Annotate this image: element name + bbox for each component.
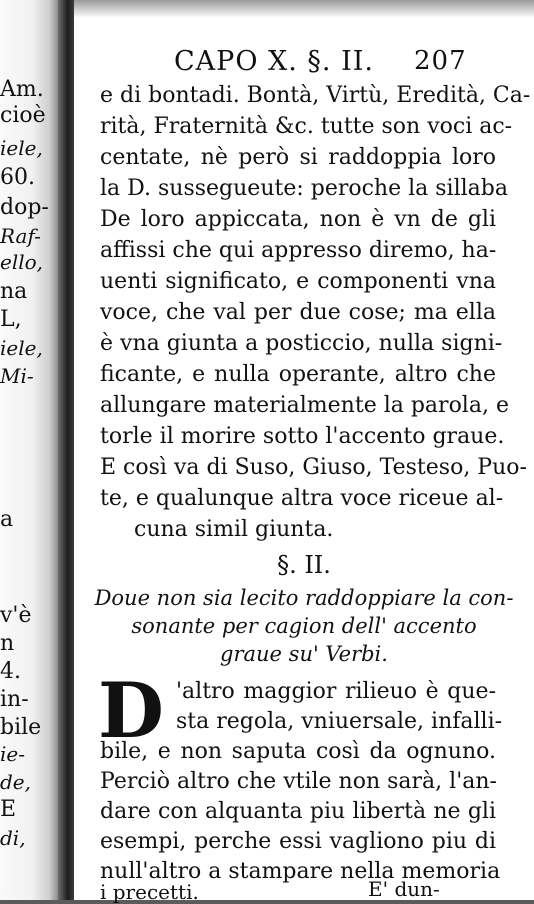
text-line: 'altro maggior rilieuo è que- [176,679,496,704]
left-page-margin [0,0,58,900]
left-margin-line: a [0,508,14,532]
text-line: la D. sussegueute: peroche la sillaba [100,176,508,201]
drop-cap: D [98,666,164,755]
page-edge-shadow [74,0,534,18]
book-gutter [58,0,74,900]
left-margin-line: 60. [0,166,35,190]
text-line: i precetti. [100,880,199,904]
text-line: dare con alquanta piu libertà ne gli [100,799,496,824]
page-number: 207 [414,46,467,76]
text-line: esempi, perche essi vagliono piu di [100,829,496,854]
text-line: uenti significato, e componenti vna [100,269,496,294]
left-margin-line: di, [0,826,26,850]
rubric-line: sonante per cagion dell' accento [131,614,477,638]
left-margin-line: Mi- [0,364,34,388]
left-margin-line: 4. [0,660,21,684]
text-line: voce, che val per due cose; ma ella [100,300,496,325]
left-margin-line: Raf- [0,224,41,248]
section-mark: §. II. [277,551,331,579]
left-margin-line: de, [0,770,31,794]
rubric-line: graue su' Verbi. [220,642,388,666]
left-margin-line: Am. [0,78,44,102]
left-margin-line: ello, [0,250,44,274]
text-line: allungare materialmente la parola, e [100,393,509,418]
text-line: e di bontadi. Bontà, Virtù, Eredità, Ca- [100,83,531,108]
text-line: te, e qualunque altra voce riceue al- [100,486,504,511]
text-line: E così va di Suso, Giuso, Testeso, Puo- [100,455,527,480]
left-margin-line: bile [0,716,42,740]
left-margin-line: v'è [0,604,32,628]
text-line: ficante, e nulla operante, altro che [100,362,496,387]
chapter-heading: CAPO X. §. II. [174,46,375,77]
text-line: è vna giunta a posticcio, nulla signi- [100,331,503,356]
text-line: Perciò altro che vtile non sarà, l'an- [100,769,497,794]
text-line: affissi che qui appresso diremo, ha- [100,238,497,263]
text-line: torle il morire sotto l'accento graue. [100,424,505,449]
left-margin-line: in- [0,688,29,712]
left-margin-line: n [0,632,15,656]
text-line: centate, nè però si raddoppia loro [100,145,496,170]
left-margin-line: na [0,280,28,304]
left-margin-line: E [0,798,17,822]
text-line: bile, e non saputa così da ognuno. [100,739,496,764]
catchword: E' dun- [368,877,440,901]
left-margin-line: L, [0,308,22,332]
page-207 [74,0,534,904]
left-margin-line: iele, [0,336,43,360]
text-line: sta regola, vniuersale, infalli- [176,709,503,734]
text-line: cuna simil giunta. [134,517,334,542]
text-line: De loro appiccata, non è vn de gli [100,207,496,232]
left-margin-line: dop- [0,196,49,220]
rubric-line: Doue non sia lecito raddoppiare la con- [94,586,514,610]
text-line: null'altro a stampare nella memoria [100,859,501,884]
left-margin-line: ie- [0,742,25,766]
left-margin-line: iele, [0,136,43,160]
text-line: rità, Fraternità &c. tutte son voci ac- [100,114,513,139]
left-margin-line: cioè [0,104,46,128]
running-header [74,46,534,80]
